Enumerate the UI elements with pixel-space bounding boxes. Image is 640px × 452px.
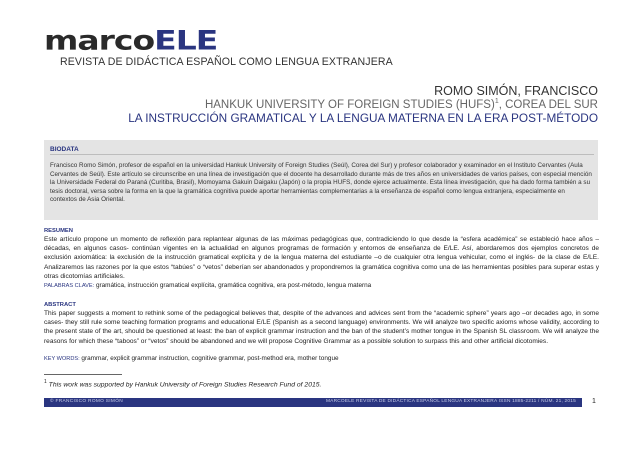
resumen-keywords-text: gramática, instrucción gramatical explícita, gramática cognitiva, era post-método, lengua materna (94, 282, 372, 289)
abstract-keywords-label: KEY WORDS: (44, 356, 80, 362)
footnote-divider (44, 374, 122, 375)
footnote-text: This work was supported by Hankuk University of Foreign Studies Research Fund of 2015. (46, 381, 322, 389)
article-title: LA INSTRUCCIÓN GRAMATICAL Y LA LENGUA MATERNA EN LA ERA POST-MÉTODO (128, 111, 598, 125)
biodata-divider (50, 154, 594, 155)
biodata-heading: BIODATA (50, 146, 79, 153)
resumen-keywords (44, 282, 599, 289)
affiliation-country: , COREA DEL SUR (498, 98, 598, 111)
author-name: ROMO SIMÓN, FRANCISCO (434, 84, 598, 98)
footer-journal-info: MARCOELE REVISTA DE DIDÁCTICA ESPAÑOL LENGUA EXTRANJERA ISSN 1885-2211 / NÚM. 21, 2015 (325, 399, 576, 404)
logo-ele-text: ELE (154, 23, 218, 56)
journal-logo (44, 23, 218, 58)
affiliation-name: HANKUK UNIVERSITY OF FOREIGN STUDIES (HUFS) (204, 98, 495, 111)
abstract-text: This paper suggests a moment to rethink some of the pedagogical believes that, despite of the advances and advices sent from the “academic sphere” years ago –or decades ago, in some cases- they still rule some teaching formation programs and educational E/LE (Spanish as a second language) environments. We will analyze two specific axioms whose validity, according to the present state of the art, should be questioned at least: the ban of explicit grammar instruction and the ban of the student’s mother tongue in the Spanish SL classroom. We will analyze the reasons for which these “taboos” or “vetos” should be abandoned and we will propose Cognitive Grammar as a possible solution to surpass this and other artificial dicotomies. (44, 310, 599, 345)
journal-subtitle: REVISTA DE DIDÁCTICA ESPAÑOL COMO LENGUA EXTRANJERA (60, 56, 393, 68)
abstract-keywords (44, 355, 599, 362)
footnote (44, 379, 321, 388)
footer-copyright: © FRANCISCO ROMO SIMÓN (50, 399, 124, 404)
resumen-keywords-label: PALABRAS CLAVE: (44, 283, 95, 289)
abstract-keywords-text: grammar, explicit grammar instruction, cognitive grammar, post-method era, mother tongue (79, 355, 339, 362)
resumen-heading: RESUMEN (44, 228, 73, 234)
page-footer (44, 398, 582, 407)
affiliation-footnote-ref[interactable]: 1 (494, 98, 499, 105)
biodata-text: Francisco Romo Simón, profesor de español en la universidad Hankuk University of Foreign Studies (Seúl), Corea del Sur) y profesor colaborador y examinador en el Instituto Cervantes (Aula Cervantes de Seúl). Este artículo se circunscribe en una línea de investigación que el docente ha desarrollado durante más de tres años en universidades de varios países, con especial mención la Universidade Federal do Paraná (Curitiba, Brasil), Momoyama Gakuin Daigaku (Japón) o la propia HUFS, donde ejerce actualmente. Esta línea investigación, que ha dado forma también a su tesis doctoral, versa sobre la forma en la que la gramática cognitiva puede aportar herramientas complementarias a la enseñanza de español como lengua extranjera, especialmente en contextos de Asia Oriental. (50, 162, 592, 204)
logo-marco-text: marco (44, 23, 155, 56)
page-number: 1 (592, 398, 596, 405)
resumen-text: Este artículo propone un momento de reflexión para replantear algunas de las máximas pedagógicas que, contradiciendo lo que desde la “esfera académica” se estableció hace años –décadas, en algunos casos- continúan vigentes en la actualidad en algunos programas de formación y entornos de enseñanza de E/LE. Así, abordaremos dos ejemplos concretos de exclusión axiomática: la exclusión de la instrucción gramatical explícita y de la lengua materna del estudiante –o de cualquier otra lengua vehicular, como el inglés- de la clase de E/LE. Analizaremos las razones por la que estos “tabúes” o “vetos” deberían ser abandonados y propondremos la gramática cognitiva como una de las herramientas posibles para superar estas y otras dicotomías artificiales. (44, 236, 599, 280)
abstract-heading: ABSTRACT (44, 302, 76, 308)
footnote-marker: 1 (44, 379, 47, 385)
author-affiliation (205, 98, 598, 111)
biodata-box (44, 140, 598, 220)
